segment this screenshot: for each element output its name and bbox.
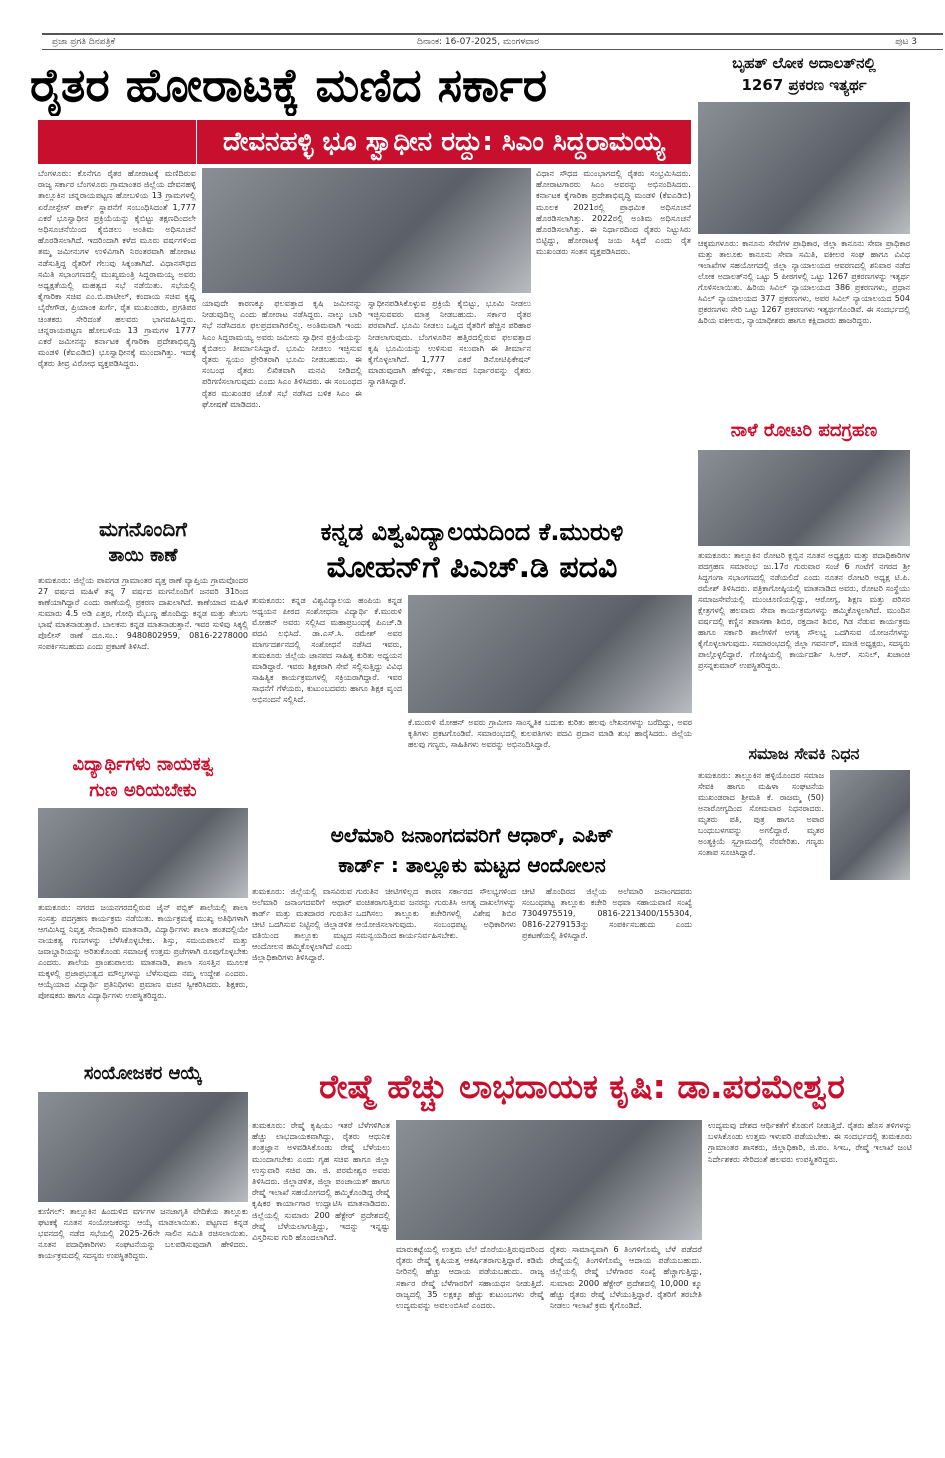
aadhar-title1: ಅಲೆಮಾರಿ ಜನಾಂಗದವರಿಗೆ ಆಧಾರ್, ಎಪಿಕ್ bbox=[330, 823, 614, 847]
silk-headline: ರೇಷ್ಮೆ ಹೆಚ್ಚು ಲಾಭದಾಯಕ ಕೃಷಿ: ಡಾ.ಪರಮೇಶ್ವರ bbox=[319, 1067, 845, 1106]
missing-block bbox=[38, 515, 248, 745]
masthead-rule-top bbox=[42, 33, 943, 35]
paper-name: ಪ್ರಜಾ ಪ್ರಗತಿ ದಿನಪತ್ರಿಕೆ bbox=[52, 37, 116, 47]
lead-col1: ಬೆಂಗಳೂರು: ಕೊನೆಗೂ ರೈತರ ಹೋರಾಟಕ್ಕೆ ಮಣಿದಿರುವ ರಾಜ್ಯ ಸರ್ಕಾರ ಬೆಂಗಳೂರು ಗ್ರಾಮಾಂತರ ಜಿಲ್ಲೆಯ ದೇವನಹಳ್ಳಿ ತಾಲ್ಲೂಕಿನ ಚನ್ನರಾಯಪಟ್ಟಣ ಹೋಬಳಿಯ 13 ಗ್ರಾಮಗಳಲ್ಲಿ ಏರೋಸ್ಪೇಸ್ ಪಾರ್ಕ್ ಸ್ಥಾಪನೆಗೆ ಸಂಬಂಧಿಸಿದಂತೆ 1,777 ಎಕರೆ ಭೂಸ್ವಾಧೀನ ಪ್ರಕ್ರಿಯೆಯನ್ನು ಕೈಬಿಟ್ಟು ತಕ್ಷಣದಿಂದಲೇ ಅಧಿಸೂಚನೆಯಿಂದ ಕೈಬಿಡಲು ಅಂತಿಮ ಅಧಿಸೂಚನೆ ಹೊರಡಿಸಲಾಗಿದೆ. ಇದರಿಂದಾಗಿ ಕಳೆದ ಮೂರು ವರ್ಷಗಳಿಂದ ತಮ್ಮ ಜಮೀನುಗಳ ಉಳಿವಿಗಾಗಿ ನಿರಂತರವಾಗಿ ಹೋರಾಟ ನಡೆಸುತ್ತಿದ್ದ ರೈತರಿಗೆ ಗೆಲುವು ಸಿಕ್ಕಂತಾಗಿದೆ. ವಿಧಾನಸೌಧದ ಸಮಿತಿ ಸಭಾಂಗಣದಲ್ಲಿ ಮುಖ್ಯಮಂತ್ರಿ ಸಿದ್ದರಾಮಯ್ಯ ಅವರು ಅಧ್ಯಕ್ಷತೆಯಲ್ಲಿ ಮಹತ್ವದ ಸಭೆ ನಡೆಯಿತು. ಸಭೆಯಲ್ಲಿ ಕೈಗಾರಿಕಾ ಸಚಿವ ಎಂ.ಬಿ.ಪಾಟೀಲ್, ಕಂದಾಯ ಸಚಿವ ಕೃಷ್ಣ ಬೈರೇಗೌಡ, ಪ್ರಿಯಾಂಕ ಖರ್ಗೆ, ರೈತ ಮುಖಂಡರು, ಪ್ರಗತಿಪರ ಚಿಂತಕರು ಸೇರಿದಂತೆ ಹಲವರು ಭಾಗವಹಿಸಿದ್ದರು. ಚನ್ನರಾಯಪಟ್ಟಣ ಹೋಬಳಿಯ 13 ಗ್ರಾಮಗಳ 1777 ಎಕರೆ ಜಮೀನನ್ನು ಕರ್ನಾಟಕ ಕೈಗಾರಿಕಾ ಪ್ರದೇಶಾಭಿವೃದ್ಧಿ ಮಂಡಳಿ (ಕೆಐಎಡಿಬಿ) ಭೂಸ್ವಾಧೀನಕ್ಕೆ ಮುಂದಾಗಿತ್ತು. ಇದಕ್ಕೆ ರೈತರು ತೀವ್ರ ವಿರೋಧ ವ್ಯಕ್ತಪಡಿಸಿದ್ದರು. bbox=[38, 168, 196, 369]
students-photo bbox=[38, 808, 248, 898]
phd-photo bbox=[408, 595, 692, 713]
students-title2: ಗುಣ ಅರಿಯಬೇಕು bbox=[89, 780, 197, 801]
aadhar-block bbox=[252, 820, 692, 1060]
rotary-title: ನಾಳೆ ರೋಟರಿ ಪದಗ್ರಹಣ bbox=[698, 418, 910, 444]
students-body: ತುಮಕೂರು: ನಗರದ ಜಯನಗರದಲ್ಲಿರುವ ಜೈನ್ ಪಬ್ಲಿಕ್ ಶಾಲೆಯಲ್ಲಿ ಶಾಲಾ ಸಂಸತ್ತು ಪದಗ್ರಹಣ ಕಾರ್ಯಕ್ರಮ ನಡೆಯಿತು. ಕಾರ್ಯಕ್ರಮಕ್ಕೆ ಮುಖ್ಯ ಅತಿಥಿಗಳಾಗಿ ಆಗಮಿಸಿದ್ದ ನಿವೃತ್ತ ಸೇನಾಧಿಕಾರಿ ಮಾತನಾಡಿ, ವಿದ್ಯಾರ್ಥಿಗಳು ಶಾಲಾ ಹಂತದಲ್ಲಿಯೇ ನಾಯಕತ್ವ ಗುಣಗಳನ್ನು ಬೆಳೆಸಿಕೊಳ್ಳಬೇಕು. ಶಿಸ್ತು, ಸಮಯಪಾಲನೆ ಮತ್ತು ಜವಾಬ್ದಾರಿಯನ್ನು ಅರಿತುಕೊಂಡು ಸಮಾಜಕ್ಕೆ ಉತ್ತಮ ಪ್ರಜೆಗಳಾಗಿ ರೂಪುಗೊಳ್ಳಬೇಕು ಎಂದರು. ಶಾಲೆಯ ಪ್ರಾಂಶುಪಾಲರು ಮಾತನಾಡಿ, ಶಾಲಾ ಸಂಸತ್ತಿನ ಮೂಲಕ ಮಕ್ಕಳಲ್ಲಿ ಪ್ರಜಾಪ್ರಭುತ್ವದ ಮೌಲ್ಯಗಳನ್ನು ಬೆಳೆಸುವುದು ನಮ್ಮ ಉದ್ದೇಶ ಎಂದರು. ಆಯ್ಕೆಯಾದ ವಿದ್ಯಾರ್ಥಿ ಪ್ರತಿನಿಧಿಗಳು ಪ್ರಮಾಣ ವಚನ ಸ್ವೀಕರಿಸಿದರು. ಶಿಕ್ಷಕರು, ಪೋಷಕರು ಹಾಗೂ ವಿದ್ಯಾರ್ಥಿಗಳು ಉಪಸ್ಥಿತರಿದ್ದರು. bbox=[38, 903, 248, 1000]
students-block bbox=[38, 752, 248, 1052]
lead-col4: ವಿಧಾನ ಸೌಧದ ಮುಂಭಾಗದಲ್ಲಿ ರೈತರು ಸಂಭ್ರಮಿಸಿದರು. ಹೋರಾಟಗಾರರು ಸಿಎಂ ಅವರನ್ನು ಅಭಿನಂದಿಸಿದರು. ಕರ್ನಾಟಕ ಕೈಗಾರಿಕಾ ಪ್ರದೇಶಾಭಿವೃದ್ಧಿ ಮಂಡಳಿ (ಕೆಐಎಡಿಬಿ) ಮೂಲಕ 2021ರಲ್ಲಿ ಪ್ರಾಥಮಿಕ ಅಧಿಸೂಚನೆ ಹೊರಡಿಸಲಾಗಿತ್ತು. 2022ರಲ್ಲಿ ಅಂತಿಮ ಅಧಿಸೂಚನೆ ಹೊರಡಿಸಲಾಗಿತ್ತು. ಈ ನಿರ್ಧಾರದಿಂದ ರೈತರು ನಿಟ್ಟುಸಿರು ಬಿಟ್ಟಿದ್ದು, ಹೋರಾಟಕ್ಕೆ ಜಯ ಸಿಕ್ಕಿದೆ ಎಂದು ರೈತ ಮುಖಂಡರು ಸಂತಸ ವ್ಯಕ್ತಪಡಿಸಿದರು. bbox=[536, 168, 691, 257]
rotary-photo bbox=[698, 450, 910, 546]
coordinators-photo bbox=[38, 1092, 248, 1202]
silk-photo bbox=[396, 1120, 702, 1240]
adalat-body: ಚಿಕ್ಕಮಗಳೂರು: ಕಾನೂನು ಸೇವೆಗಳ ಪ್ರಾಧಿಕಾರ, ಜಿಲ್ಲಾ ಕಾನೂನು ಸೇವಾ ಪ್ರಾಧಿಕಾರ ಮತ್ತು ತಾಲೂಕು ಕಾನೂನು ಸೇವಾ ಸಮಿತಿ, ವಕೀಲರ ಸಂಘ ಹಾಗೂ ವಿವಿಧ ಇಲಾಖೆಗಳ ಸಹಯೋಗದಲ್ಲಿ ಜಿಲ್ಲಾ ನ್ಯಾಯಾಲಯದ ಆವರಣದಲ್ಲಿ ಶನಿವಾರ ನಡೆದ ಲೋಕ ಅದಾಲತ್‌ನಲ್ಲಿ ಒಟ್ಟು 5 ಪೀಠಗಳಲ್ಲಿ ಒಟ್ಟು 1267 ಪ್ರಕರಣಗಳನ್ನು ಇತ್ಯರ್ಥ ಗೊಳಿಸಲಾಯಿತು. ಹಿರಿಯ ಸಿವಿಲ್ ನ್ಯಾಯಾಲಯದ 386 ಪ್ರಕರಣಗಳು, ಪ್ರಧಾನ ಸಿವಿಲ್ ನ್ಯಾಯಾಲಯದ 377 ಪ್ರಕರಣಗಳು, ಅಪರ ಸಿವಿಲ್ ನ್ಯಾಯಾಲಯದ 504 ಪ್ರಕರಣಗಳು ಸೇರಿ ಒಟ್ಟು 1267 ಪ್ರಕರಣಗಳು ಇತ್ಯರ್ಥಗೊಂಡಿವೆ. ಈ ಸಂದರ್ಭದಲ್ಲಿ ಹಿರಿಯ ವಕೀಲರು, ನ್ಯಾಯಾಧೀಶರು ಹಾಗೂ ಕಕ್ಷಿದಾರರು ಹಾಜರಿದ್ದರು. bbox=[698, 239, 910, 325]
missing-title2: ತಾಯಿ ಕಾಣೆ bbox=[108, 545, 178, 566]
phd-right: ಕೆ.ಮುರುಳಿ ಮೋಹನ್ ಅವರು ಗ್ರಾಮೀಣ ಸಾಂಸ್ಕೃತಿಕ ಬದುಕು ಕುರಿತು ಹಲವು ಲೇಖನಗಳನ್ನು ಬರೆದಿದ್ದು, ಅವರ ಕೃತಿಗಳು ಪ್ರಕಟಗೊಂಡಿವೆ. ಸಮಾರಂಭದಲ್ಲಿ ಕುಲಪತಿಗಳು ಪದವಿ ಪ್ರದಾನ ಮಾಡಿ ಶುಭ ಹಾರೈಸಿದರು. ಜಿಲ್ಲೆಯ ಹಲವು ಗಣ್ಯರು, ಸಾಹಿತಿಗಳು ಅವರನ್ನು ಅಭಿನಂದಿಸಿದ್ದಾರೆ. bbox=[408, 718, 692, 749]
lead-headline: ರೈತರ ಹೋರಾಟಕ್ಕೆ ಮಣಿದ ಸರ್ಕಾರ bbox=[30, 58, 548, 112]
aadhar-title2: ಕಾರ್ಡ್ : ತಾಲ್ಲೂಕು ಮಟ್ಟದ ಆಂದೋಲನ bbox=[338, 853, 606, 877]
coordinators-block bbox=[38, 1060, 248, 1445]
silk-col2: ಮಾರುಕಟ್ಟೆಯಲ್ಲಿ ಉತ್ತಮ ಬೆಲೆ ದೊರೆಯುತ್ತಿರುವುದರಿಂದ ರೈತರು ರೇಷ್ಮೆ ಕೃಷಿಯತ್ತ ಆಕರ್ಷಿತರಾಗುತ್ತಿದ್ದಾರೆ. ಕಡಿಮೆ ನೀರಿನಲ್ಲಿ ಹೆಚ್ಚು ಆದಾಯ ಪಡೆಯಬಹುದು. ರಾಜ್ಯ ಸರ್ಕಾರ ರೇಷ್ಮೆ ಬೆಳೆಗಾರರಿಗೆ ಸಹಾಯಧನ ನೀಡುತ್ತಿದೆ. ರಾಜ್ಯದಲ್ಲಿ 35 ಲಕ್ಷಕ್ಕೂ ಹೆಚ್ಚು ಕುಟುಂಬಗಳು ರೇಷ್ಮೆ ಉದ್ಯಮವನ್ನು ಅವಲಂಬಿಸಿವೆ ಎಂದರು. bbox=[396, 1244, 544, 1311]
lead-col3: ಸ್ವಾಧೀನಪಡಿಸಿಕೊಳ್ಳುವ ಪ್ರಕ್ರಿಯೆ ಕೈಬಿಟ್ಟು, ಭೂಮಿ ನೀಡಲು ಇಚ್ಛಿಸುವವರು ಮಾತ್ರ ನೀಡಬಹುದು. ಸರ್ಕಾರ ರೈತರ ಪರವಾಗಿದೆ. ಭೂಮಿ ನೀಡಲು ಒಪ್ಪಿದ ರೈತರಿಗೆ ಹೆಚ್ಚಿನ ಪರಿಹಾರ ನೀಡಲಾಗುವುದು. ಬೆಂಗಳೂರಿನ ಹತ್ತಿರದಲ್ಲಿರುವ ಫಲವತ್ತಾದ ಕೃಷಿ ಭೂಮಿಯನ್ನು ಉಳಿಸುವ ಸಲುವಾಗಿ ಈ ತೀರ್ಮಾನ ಕೈಗೊಳ್ಳಲಾಗಿದೆ. 1,777 ಎಕರೆ ಡಿನೋಟಿಫಿಕೇಷನ್ ಮಾಡುವುದಾಗಿ ಹೇಳಿದ್ದು, ಸರ್ಕಾರದ ನಿರ್ಧಾರವನ್ನು ರೈತರು ಸ್ವಾಗತಿಸಿದ್ದಾರೆ. bbox=[368, 298, 531, 387]
obituary-body: ತುಮಕೂರು: ತಾಲ್ಲೂಕಿನ ಹಳ್ಳಿಯೊಂದರ ಸಮಾಜ ಸೇವಕಿ ಹಾಗೂ ಮಹಿಳಾ ಸಂಘಟನೆಯ ಮುಖಂಡರಾದ ಶ್ರೀಮತಿ ಕೆ. ರಾಜಮ್ಮ (50) ಅನಾರೋಗ್ಯದಿಂದ ಸೋಮವಾರ ನಿಧನರಾದರು. ಮೃತರು ಪತಿ, ಪುತ್ರ ಹಾಗೂ ಅಪಾರ ಬಂಧುಬಳಗವನ್ನು ಅಗಲಿದ್ದಾರೆ. ಮೃತರ ಅಂತ್ಯಕ್ರಿಯೆ ಸ್ವಗ್ರಾಮದಲ್ಲಿ ನೆರವೇರಿತು. ಗಣ್ಯರು ಸಂತಾಪ ಸೂಚಿಸಿದ್ದಾರೆ. bbox=[698, 771, 824, 857]
adalat-block bbox=[698, 52, 910, 414]
rotary-block bbox=[698, 418, 910, 738]
masthead-bar bbox=[0, 0, 945, 52]
phd-title1: ಕನ್ನಡ ವಿಶ್ವವಿದ್ಯಾಲಯದಿಂದ ಕೆ.ಮುರುಳಿ bbox=[320, 518, 624, 546]
phd-block bbox=[252, 515, 692, 815]
coordinators-body: ಕುಣಿಗಲ್: ತಾಲ್ಲೂಕಿನ ಹಿಂದುಳಿದ ವರ್ಗಗಳ ಜನಜಾಗೃತಿ ವೇದಿಕೆಯ ತಾಲ್ಲೂಕು ಘಟಕಕ್ಕೆ ನೂತನ ಸಂಯೋಜಕರನ್ನು ಆಯ್ಕೆ ಮಾಡಲಾಯಿತು. ಪಟ್ಟಣದ ಕನ್ನಡ ಭವನದಲ್ಲಿ ನಡೆದ ಸಭೆಯಲ್ಲಿ 2025-26ನೇ ಸಾಲಿನ ಸಮಿತಿ ರಚಿಸಲಾಯಿತು. ನೂತನ ಪದಾಧಿಕಾರಿಗಳು ಸಂಘಟನೆಯನ್ನು ಬಲಪಡಿಸುವುದಾಗಿ ಹೇಳಿದರು. ಕಾರ್ಯಕ್ರಮದಲ್ಲಿ ಸದಸ್ಯರು ಉಪಸ್ಥಿತರಿದ್ದರು. bbox=[38, 1207, 248, 1260]
aadhar-col3: ಚೀಟಿ ಹೊಂದಿರದ ಜಿಲ್ಲೆಯ ಅಲೆಮಾರಿ ಜನಾಂಗದವರು ಸಂಬಂಧಪಟ್ಟ ತಾಲ್ಲೂಕು ಕಚೇರಿ ಅಥವಾ ಸಹಾಯವಾಣಿ ಸಂಖ್ಯೆ 7304975519, 0816-2213400/155304, 0816-2279153ನ್ನು ಸಂಪರ್ಕಿಸಬಹುದು ಎಂದು ಪ್ರಕಟಣೆಯಲ್ಲಿ ತಿಳಿಸಿದ್ದಾರೆ. bbox=[522, 887, 692, 940]
coordinators-title: ಸಂಯೋಜಕರ ಆಯ್ಕೆ bbox=[83, 1063, 203, 1084]
aadhar-col2: ಗುರುತಿನ ಚೀಟಿಗಳಿಲ್ಲದ ಕಾರಣ ಸರ್ಕಾರದ ಸೌಲಭ್ಯಗಳಿಂದ ವಂಚಿತರಾಗುತ್ತಿರುವ ಜನರನ್ನು ಗುರುತಿಸಿ ಅಗತ್ಯ ದಾಖಲೆಗಳನ್ನು ಒದಗಿಸಲು ತಾಲ್ಲೂಕು ಕಚೇರಿಗಳಲ್ಲಿ ವಿಶೇಷ ಶಿಬಿರ ಆಯೋಜಿಸಲಾಗುವುದು. ಸಂಬಂಧಪಟ್ಟ ಅಧಿಕಾರಿಗಳು ಸಮನ್ವಯದಿಂದ ಕಾರ್ಯನಿರ್ವಹಿಸಬೇಕು. bbox=[356, 887, 516, 940]
phd-title2: ಮೋಹನ್‌ಗೆ ಪಿಎಚ್.ಡಿ ಪದವಿ bbox=[326, 550, 618, 585]
obituary-photo bbox=[830, 770, 910, 880]
rotary-body: ತುಮಕೂರು: ತಾಲ್ಲೂಕಿನ ರೋಟರಿ ಕ್ಲಬ್ಬಿನ ನೂತನ ಅಧ್ಯಕ್ಷರು ಮತ್ತು ಪದಾಧಿಕಾರಿಗಳ ಪದಗ್ರಹಣ ಸಮಾರಂಭ ಜು.17ರ ಗುರುವಾರ ಸಂಜೆ 6 ಗಂಟೆಗೆ ನಗರದ ಶ್ರೀ ಸಿದ್ದಗಂಗಾ ಸಭಾಂಗಣದಲ್ಲಿ ನಡೆಯಲಿದೆ ಎಂದು ನೂತನ ರೋಟರಿ ಅಧ್ಯಕ್ಷ ಟಿ.ಪಿ. ರಮೇಶ್ ತಿಳಿಸಿದರು. ಪತ್ರಿಕಾಗೋಷ್ಠಿಯಲ್ಲಿ ಮಾತನಾಡಿದ ಅವರು, ರೋಟರಿ ಸಂಸ್ಥೆಯು ಸಮಾಜಸೇವೆಯಲ್ಲಿ ಮುಂಚೂಣಿಯಲ್ಲಿದ್ದು, ಆರೋಗ್ಯ, ಶಿಕ್ಷಣ ಮತ್ತು ಪರಿಸರ ಕ್ಷೇತ್ರಗಳಲ್ಲಿ ಹಲವಾರು ಸೇವಾ ಕಾರ್ಯಕ್ರಮಗಳನ್ನು ಹಮ್ಮಿಕೊಳ್ಳಲಾಗಿದೆ. ಮುಂದಿನ ವರ್ಷದಲ್ಲಿ ಕಣ್ಣಿನ ತಪಾಸಣಾ ಶಿಬಿರ, ರಕ್ತದಾನ ಶಿಬಿರ, ಗಿಡ ನೆಡುವ ಕಾರ್ಯಕ್ರಮ ಹಾಗೂ ಸರ್ಕಾರಿ ಶಾಲೆಗಳಿಗೆ ಅಗತ್ಯ ಸೌಲಭ್ಯ ಒದಗಿಸುವ ಯೋಜನೆಗಳನ್ನು ಕೈಗೊಳ್ಳಲಾಗುವುದು. ಸಮಾರಂಭದಲ್ಲಿ ಜಿಲ್ಲಾ ಗವರ್ನರ್, ಮಾಜಿ ಅಧ್ಯಕ್ಷರು, ಸದಸ್ಯರು ಪಾಲ್ಗೊಳ್ಳಲಿದ್ದಾರೆ. ಗೋಷ್ಠಿಯಲ್ಲಿ ಕಾರ್ಯದರ್ಶಿ ಸಿ.ಆರ್. ಸುನಿಲ್, ಖಜಾಂಚಿ ಪ್ರಸನ್ನಕುಮಾರ್ ಉಪಸ್ಥಿತರಿದ್ದರು. bbox=[698, 551, 910, 670]
masthead-rule-bottom bbox=[42, 49, 943, 50]
students-title1: ವಿದ್ಯಾರ್ಥಿಗಳು ನಾಯಕತ್ವ bbox=[72, 754, 214, 775]
obituary-title: ಸಮಾಜ ಸೇವಕಿ ನಿಧನ bbox=[748, 744, 860, 763]
silk-col3: ರೈತರು ಸಾಮಾನ್ಯವಾಗಿ 6 ತಿಂಗಳಿಗೊಮ್ಮೆ ಬೆಳೆ ಪಡೆದರೆ ರೇಷ್ಮೆಯಲ್ಲಿ ತಿಂಗಳಿಗೊಮ್ಮೆ ಆದಾಯ ಪಡೆಯಬಹುದು. ಜಿಲ್ಲೆಯಲ್ಲಿ ರೇಷ್ಮೆ ಬೆಳೆಗಾರರ ಸಂಖ್ಯೆ ಹೆಚ್ಚಾಗುತ್ತಿದ್ದು, ಸುಮಾರು 2000 ಹೆಕ್ಟೇರ್ ಪ್ರದೇಶದಲ್ಲಿ 10,000 ಕ್ಕೂ ಹೆಚ್ಚು ರೈತರು ರೇಷ್ಮೆ ಬೆಳೆಯುತ್ತಿದ್ದಾರೆ. ರೈತರಿಗೆ ತರಬೇತಿ ನೀಡಲು ಇಲಾಖೆ ಕ್ರಮ ಕೈಗೊಂಡಿದೆ. bbox=[550, 1244, 702, 1311]
adalat-photo bbox=[698, 102, 910, 234]
phd-left: ತುಮಕೂರು: ಕನ್ನಡ ವಿಶ್ವವಿದ್ಯಾಲಯ ಹಂಪಿಯ ಕನ್ನಡ ಅಧ್ಯಯನ ಪೀಠದ ಸಂಶೋಧನಾ ವಿದ್ಯಾರ್ಥಿ ಕೆ.ಮುರುಳಿ ಮೋಹನ್ ಅವರು ಸಲ್ಲಿಸಿದ ಮಹಾಪ್ರಬಂಧಕ್ಕೆ ಪಿಎಚ್.ಡಿ ಪದವಿ ಲಭಿಸಿದೆ. ಡಾ.ಎಸ್.ಸಿ. ರಮೇಶ್ ಅವರ ಮಾರ್ಗದರ್ಶನದಲ್ಲಿ ಸಂಶೋಧನೆ ನಡೆಸಿದ ಇವರು, ತುಮಕೂರು ಜಿಲ್ಲೆಯ ಜಾನಪದ ಸಾಹಿತ್ಯ ಕುರಿತು ಅಧ್ಯಯನ ಮಾಡಿದ್ದಾರೆ. ಇವರು ಶಿಕ್ಷಕರಾಗಿ ಸೇವೆ ಸಲ್ಲಿಸುತ್ತಿದ್ದು ವಿವಿಧ ಸಾಹಿತ್ಯಿಕ ಕಾರ್ಯಕ್ರಮಗಳಲ್ಲಿ ಸಕ್ರಿಯರಾಗಿದ್ದಾರೆ. ಇವರ ಸಾಧನೆಗೆ ಗೆಳೆಯರು, ಕುಟುಂಬದವರು ಹಾಗೂ ಶಿಕ್ಷಕ ವೃಂದ ಅಭಿನಂದನೆ ಸಲ್ಲಿಸಿದೆ. bbox=[252, 596, 402, 704]
missing-title1: ಮಗನೊಂದಿಗೆ bbox=[99, 517, 187, 541]
missing-body: ತುಮಕೂರು: ಜಿಲ್ಲೆಯ ಪಾವಗಡ ಗ್ರಾಮಾಂತರ ವೃತ್ತ ಠಾಣೆ ವ್ಯಾಪ್ತಿಯ ಗ್ರಾಮವೊಂದರ 27 ವರ್ಷದ ಮಹಿಳೆ ತನ್ನ 7 ವರ್ಷದ ಮಗನೊಂದಿಗೆ ಜನವರಿ 31ರಿಂದ ಕಾಣೆಯಾಗಿದ್ದಾರೆ ಎಂದು ಠಾಣೆಯಲ್ಲಿ ಪ್ರಕರಣ ದಾಖಲಾಗಿದೆ. ಕಾಣೆಯಾದ ಮಹಿಳೆ ಸುಮಾರು 4.5 ಅಡಿ ಎತ್ತರ, ಗೋಧಿ ಮೈಬಣ್ಣ ಹೊಂದಿದ್ದು ಕನ್ನಡ ಮತ್ತು ತೆಲುಗು ಭಾಷೆ ಮಾತನಾಡುತ್ತಾರೆ. ಬಾಲಕನು ಕನ್ನಡ ಮಾತನಾಡುತ್ತಾನೆ. ಇವರ ಸುಳಿವು ಸಿಕ್ಕಲ್ಲಿ ಪೊಲೀಸ್ ಠಾಣೆ ದೂ.ಸಂ.: 9480802959, 0816-2278000 ಸಂಪರ್ಕಿಸಬಹುದು ಎಂದು ಪ್ರಕಟಣೆ ತಿಳಿಸಿದೆ. bbox=[38, 576, 248, 651]
silk-col1: ತುಮಕೂರು: ರೇಷ್ಮೆ ಕೃಷಿಯು ಇತರೆ ಬೆಳೆಗಳಿಗಿಂತ ಹೆಚ್ಚು ಲಾಭದಾಯಕವಾಗಿದ್ದು, ರೈತರು ಆಧುನಿಕ ತಂತ್ರಜ್ಞಾನ ಅಳವಡಿಸಿಕೊಂಡು ರೇಷ್ಮೆ ಬೆಳೆಯಲು ಮುಂದಾಗಬೇಕು ಎಂದು ಗೃಹ ಸಚಿವ ಹಾಗೂ ಜಿಲ್ಲಾ ಉಸ್ತುವಾರಿ ಸಚಿವ ಡಾ. ಜಿ. ಪರಮೇಶ್ವರ ಅವರು ತಿಳಿಸಿದರು. ಜಿಲ್ಲಾಡಳಿತ, ಜಿಲ್ಲಾ ಪಂಚಾಯತ್ ಹಾಗೂ ರೇಷ್ಮೆ ಇಲಾಖೆ ಸಹಯೋಗದಲ್ಲಿ ಹಮ್ಮಿಕೊಂಡಿದ್ದ ರೇಷ್ಮೆ ಕೃಷಿಕರ ಕಾರ್ಯಾಗಾರ ಉದ್ಘಾಟಿಸಿ ಮಾತನಾಡಿದರು. ಜಿಲ್ಲೆಯಲ್ಲಿ ಸುಮಾರು 200 ಹೆಕ್ಟೇರ್ ಪ್ರದೇಶದಲ್ಲಿ ರೇಷ್ಮೆ ಬೆಳೆಯಲಾಗುತ್ತಿದ್ದು, ಇದನ್ನು ಇನ್ನಷ್ಟು ವಿಸ್ತರಿಸುವ ಗುರಿ ಹೊಂದಲಾಗಿದೆ. bbox=[252, 1120, 390, 1243]
lead-left-rule bbox=[38, 120, 196, 164]
page-number: ಪುಟ 3 bbox=[895, 37, 917, 47]
aadhar-col1: ತುಮಕೂರು: ಜಿಲ್ಲೆಯಲ್ಲಿ ವಾಸವಿರುವ ಅಲೆಮಾರಿ ಜನಾಂಗದವರಿಗೆ ಆಧಾರ್ ಕಾರ್ಡ್ ಮತ್ತು ಮತದಾರರ ಗುರುತಿನ ಚೀಟಿ ಒದಗಿಸುವ ನಿಟ್ಟಿನಲ್ಲಿ ಜಿಲ್ಲಾಡಳಿತ ವತಿಯಿಂದ ತಾಲ್ಲೂಕು ಮಟ್ಟದ ಆಂದೋಲನ ಹಮ್ಮಿಕೊಳ್ಳಲಾಗಿದೆ ಎಂದು ಜಿಲ್ಲಾಧಿಕಾರಿಗಳು ತಿಳಿಸಿದ್ದಾರೆ. bbox=[252, 887, 352, 962]
issue-date: ದಿನಾಂಕ: 16-07-2025, ಮಂಗಳವಾರ bbox=[417, 37, 539, 47]
lead-subhead: ದೇವನಹಳ್ಳಿ ಭೂ ಸ್ವಾಧೀನ ರದ್ದು: ಸಿಎಂ ಸಿದ್ದರಾಮಯ್ಯ bbox=[197, 120, 691, 164]
adalat-title1: ಬೃಹತ್ ಲೋಕ ಅದಾಲತ್‌ನಲ್ಲಿ bbox=[732, 54, 876, 72]
lead-col2: ಯಾವುದೇ ಕಾರಣಕ್ಕೂ ಫಲವತ್ತಾದ ಕೃಷಿ ಜಮೀನನ್ನು ನೀಡುವುದಿಲ್ಲ ಎಂದು ಹೋರಾಟ ನಡೆಸಿದ್ದರು. ನಾಲ್ಕು ಬಾರಿ ಸಭೆ ನಡೆಸಿದರೂ ಫಲಪ್ರದವಾಗಿರಲಿಲ್ಲ. ಅಂತಿಮವಾಗಿ ಇಂದು ಸಿಎಂ ಸಿದ್ದರಾಮಯ್ಯ ಅವರು ಜಮೀನು ಸ್ವಾಧೀನ ಪ್ರಕ್ರಿಯೆಯನ್ನು ಕೈಬಿಡಲು ತೀರ್ಮಾನಿಸಿದ್ದಾರೆ. ಭೂಮಿ ನೀಡಲು ಇಚ್ಛಿಸುವ ರೈತರು ಸ್ವಯಂ ಪ್ರೇರಿತರಾಗಿ ಭೂಮಿ ನೀಡಬಹುದು. ಈ ಸಂಬಂಧ ರೈತರು ಲಿಖಿತವಾಗಿ ಮನವಿ ನೀಡಿದಲ್ಲಿ ಪರಿಗಣಿಸಲಾಗುವುದು ಎಂದು ಸಿಎಂ ತಿಳಿಸಿದರು. ಈ ಸಂಬಂಧದ ರೈತರ ಮುಖಂಡರ ಜೊತೆ ಸಭೆ ನಡೆಸಿದ ಬಳಿಕ ಸಿಎಂ ಈ ಘೋಷಣೆ ಮಾಡಿದರು. bbox=[202, 298, 362, 409]
lead-photo-meeting bbox=[202, 168, 531, 293]
obituary-block bbox=[698, 742, 910, 1052]
silk-col4: ಉದ್ಯಮವು ದೇಶದ ಆರ್ಥಿಕತೆಗೆ ಕೊಡುಗೆ ನೀಡುತ್ತಿದೆ. ರೈತರು ಹೊಸ ತಳಿಗಳನ್ನು ಬಳಸಿಕೊಂಡು ಉತ್ತಮ ಇಳುವರಿ ಪಡೆಯಬೇಕು. ಈ ಸಂದರ್ಭದಲ್ಲಿ ತುಮಕೂರು ಗ್ರಾಮಾಂತರ ಶಾಸಕರು, ಜಿಲ್ಲಾಧಿಕಾರಿ, ಜಿ.ಪಂ. ಸಿಇಒ, ರೇಷ್ಮೆ ಇಲಾಖೆ ಜಂಟಿ ನಿರ್ದೇಶಕರು ಸೇರಿದಂತೆ ಹಲವರು ಉಪಸ್ಥಿತರಿದ್ದರು. bbox=[708, 1120, 912, 1164]
adalat-title2: 1267 ಪ್ರಕರಣ ಇತ್ಯರ್ಥ bbox=[741, 76, 867, 94]
